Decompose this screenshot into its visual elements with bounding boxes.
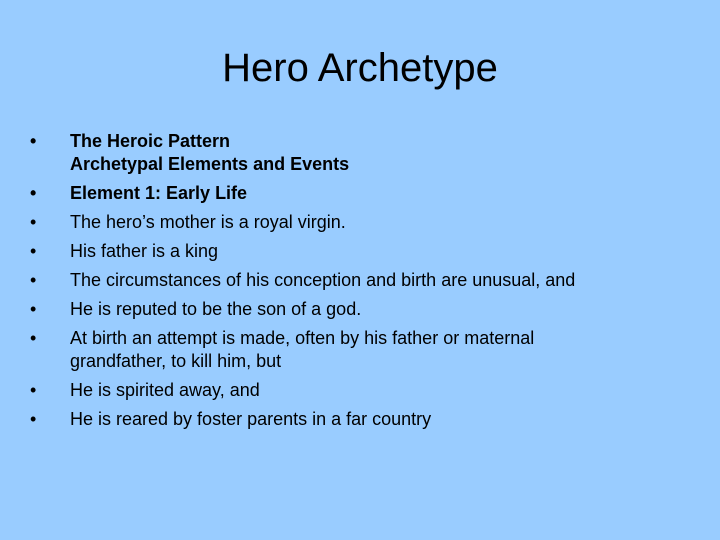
bullet-marker: •	[30, 212, 37, 232]
bullet-text: Archetypal Elements and Events	[70, 154, 350, 174]
bullet-item	[30, 298, 690, 321]
bullet-item	[30, 269, 690, 292]
bullet-item	[30, 130, 690, 176]
bullet-marker: •	[30, 270, 37, 290]
bullet-text: The hero’s mother is a royal virgin.	[70, 212, 346, 232]
bullet-marker: •	[30, 409, 37, 429]
bullet-marker: •	[30, 183, 37, 203]
bullet-text: He is spirited away, and	[70, 380, 260, 400]
bullet-marker: •	[30, 380, 37, 400]
bullet-list	[30, 130, 690, 437]
bullet-marker: •	[30, 241, 37, 261]
bullet-text: The Heroic Pattern	[70, 131, 231, 151]
slide-title: Hero Archetype	[222, 46, 498, 90]
bullet-text: Element 1: Early Life	[70, 183, 248, 203]
bullet-text: He is reared by foster parents in a far country	[70, 409, 432, 429]
bullet-marker: •	[30, 131, 37, 151]
bullet-item	[30, 211, 690, 234]
bullet-text: At birth an attempt is made, often by his father or maternal	[70, 328, 535, 348]
bullet-item	[30, 379, 690, 402]
bullet-text: He is reputed to be the son of a god.	[70, 299, 362, 319]
bullet-text: grandfather, to kill him, but	[70, 351, 282, 371]
bullet-item	[30, 182, 690, 205]
bullet-marker: •	[30, 299, 37, 319]
bullet-text: The circumstances of his conception and birth are unusual, and	[70, 270, 576, 290]
bullet-marker: •	[30, 328, 37, 348]
bullet-text: His father is a king	[70, 241, 219, 261]
bullet-item	[30, 327, 690, 373]
bullet-item	[30, 408, 690, 431]
bullet-item	[30, 240, 690, 263]
